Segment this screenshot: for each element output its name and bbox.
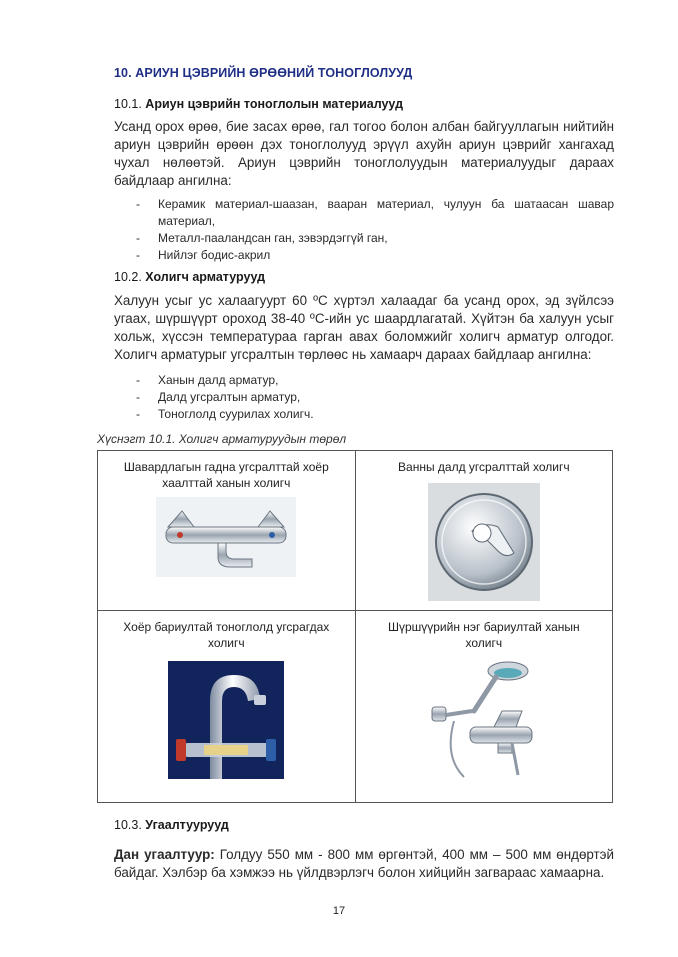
list-item: - Далд угсралтын арматур, [136,390,301,404]
two-handle-basin-mixer-icon [168,661,284,779]
section-title: Холигч арматурууд [145,270,266,284]
mixer-figure-table [97,450,613,803]
concealed-bath-mixer-icon [428,483,540,601]
list-item: - Нийлэг бодис-акрил [136,248,271,262]
page-number: 17 [332,905,346,917]
figure-cell-label: Хоёр бариултай тоноглолд угсрагдах холигч [123,620,330,650]
list-item: - Ханын далд арматур, [136,373,279,387]
figure-cell [98,611,356,803]
section-paragraph: Халуун усыг ус халаагуурт 60 ºC хүртэл халаадаг ба усанд орох, эд зүйлсээ угаах, шүршүүрт ороход 38-40 ºC-ийн ус шаардлагатай. Хүйтэн ба халуун усыг хольж, хүссэн температураа гарган авах боломжийг холигч арматур олгодог. Холигч арматурыг угсралтын төрлөөс нь хамаарч дараах байдлаар ангилна: [114,293,614,362]
page-heading: 10. АРИУН ЦЭВРИЙН ӨРӨӨНИЙ ТОНОГЛОЛУУД [114,66,413,80]
mixer-types-list [136,372,614,423]
figure-cell [98,451,356,611]
list-item: - Металл-пааландсан ган, зэвэрдэггүй ган, [136,231,388,245]
materials-list [136,196,614,264]
section-number: 10.3. [114,818,142,832]
shower-mixer-icon [424,657,544,787]
wall-mixer-two-handle-icon [156,497,296,577]
section-number: 10.1. [114,97,142,111]
section-number: 10.2. [114,270,142,284]
figure-cell [355,451,612,611]
list-item: - Керамик материал-шаазан, ваaран материал, чулуун ба шатаасан шавар материал, [136,197,614,228]
section-title: Угаалтуурууд [145,818,229,832]
section-heading-10-2 [114,270,265,284]
section-paragraph: Дан угаалтуур: Голдуу 550 мм - 800 мм өргөнтэй, 400 мм – 500 мм өндөртэй байдаг. Хэлбэр ба хэмжээ нь үйлдвэрлэгч болон хийцийн загвараас хамаарна. [114,847,614,880]
section-title: Ариун цэврийн тоноглолын материалууд [145,97,404,111]
section-heading-10-3 [114,818,229,832]
section-paragraph: Усанд орох өрөө, бие засах өрөө, гал тогоо болон албан байгууллагын нийтийн ариун цэврийн өрөөн дэх тоноглолууд эрүүл ахуйн ариун цэврийг хангахад чухал нөлөөтэй. Ариун цэврийн тоноглолуудын материалуудыг дараах байдлаар ангилна: [114,119,614,188]
term-lead: Дан угаалтуур: [114,847,215,862]
figure-caption: Хүснэгт 10.1. Холигч арматуруудын төрөл [97,432,347,446]
figure-cell-label: Ванны далд угсралттай холигч [398,460,570,474]
list-item: - Тоноглолд суурилах холигч. [136,407,314,421]
figure-cell [355,611,612,803]
figure-cell-label: Шавардлагын гадна угсралттай хоёр хаалттай ханын холигч [123,460,329,490]
section-heading-10-1 [114,97,403,111]
figure-cell-label: Шүршүүрийн нэг бариултай ханын холигч [387,620,580,650]
